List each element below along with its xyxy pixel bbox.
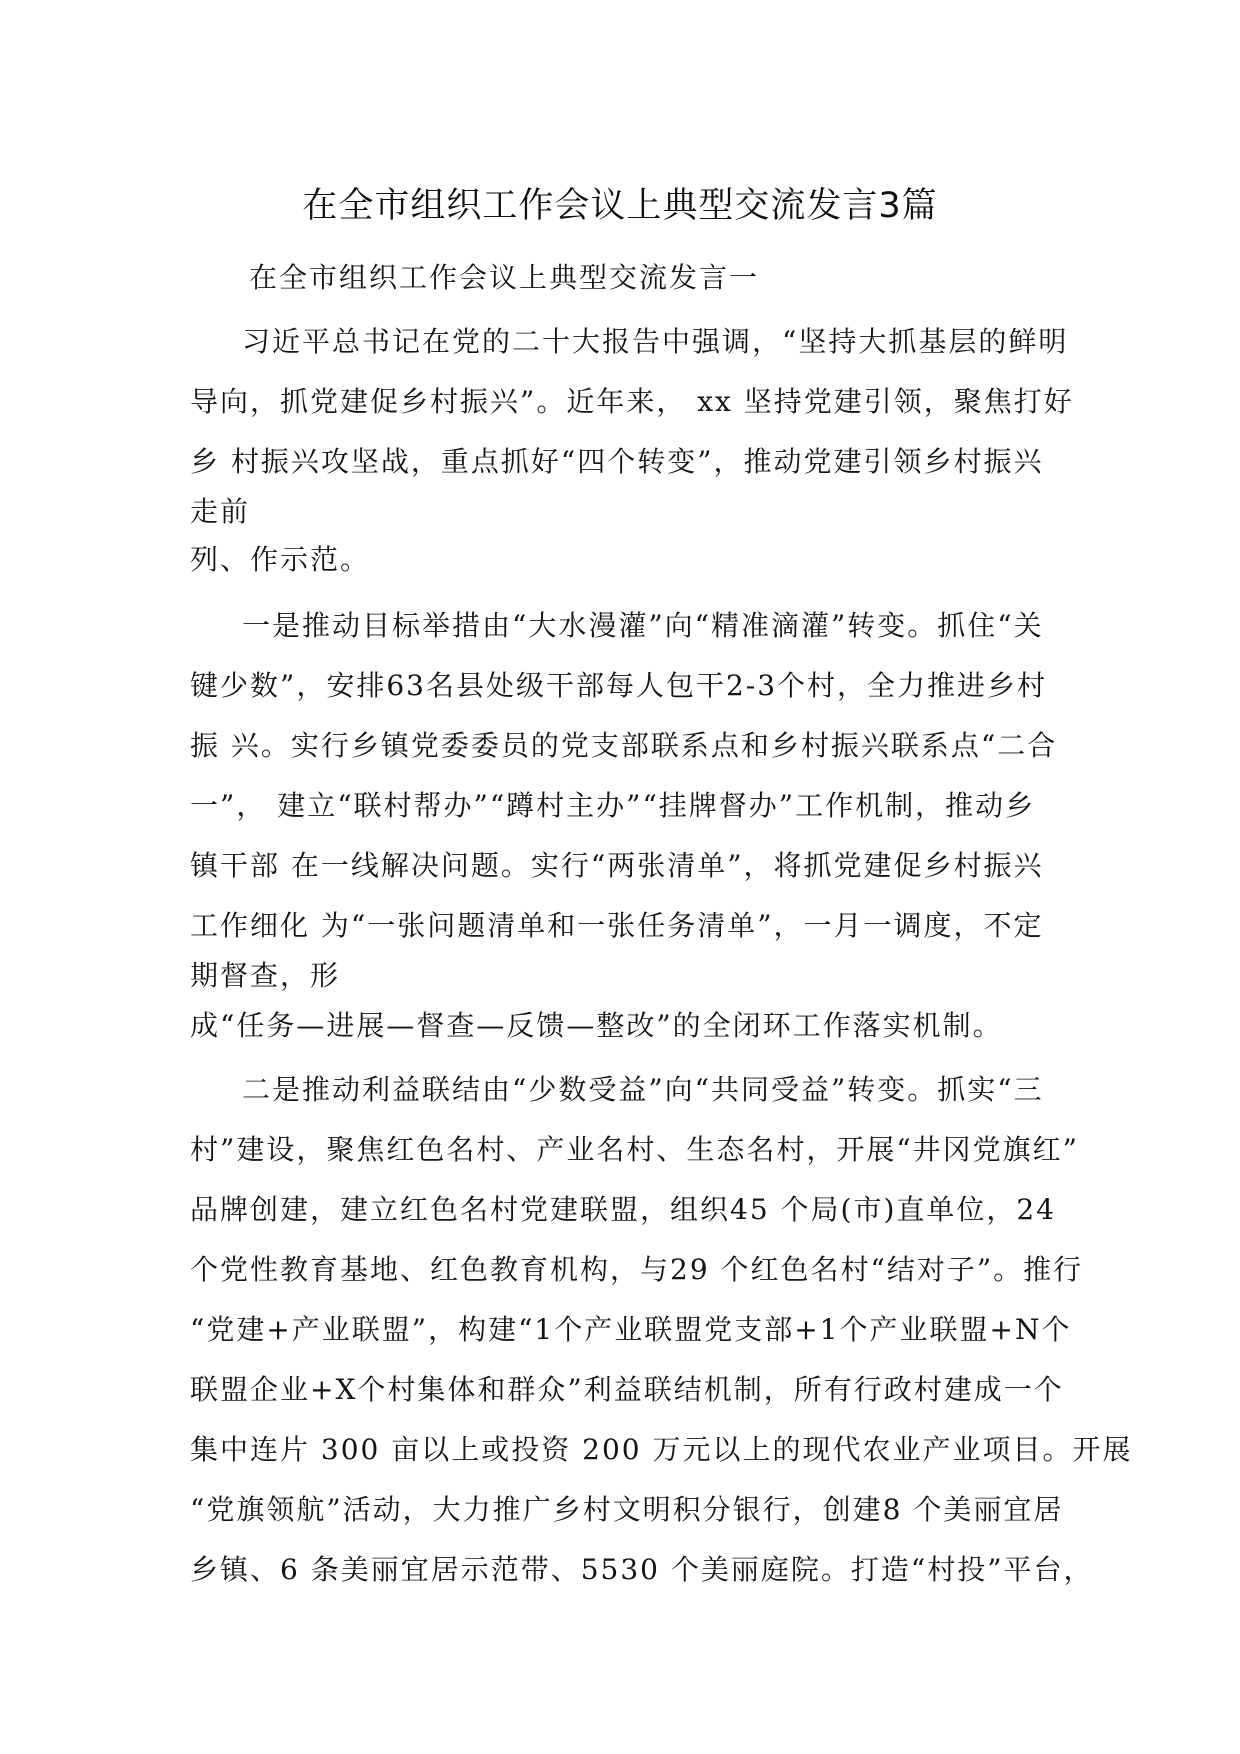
paragraph-2-line-8: 成“任务—进展—督查—反馈—整改”的全闭环工作落实机制。 bbox=[190, 1009, 1003, 1042]
paragraph-1-line-5: 列、作示范。 bbox=[190, 543, 371, 576]
paragraph-2-line-5: 镇干部 在一线解决问题。实行“两张清单”，将抓党建促乡村振兴 bbox=[190, 849, 1044, 882]
paragraph-3-line-4: 个党性教育基地、红色教育机构，与29 个红色名村“结对子”。推行 bbox=[190, 1253, 1084, 1286]
section-heading: 在全市组织工作会议上典型交流发言一 bbox=[249, 261, 760, 294]
document-title: 在全市组织工作会议上典型交流发言3篇 bbox=[302, 186, 938, 226]
paragraph-1-line-3: 乡 村振兴攻坚战，重点抓好“四个转变”，推动党建引领乡村振兴 bbox=[190, 445, 1044, 478]
paragraph-3-line-1: 二是推动利益联结由“少数受益”向“共同受益”转变。抓实“三 bbox=[242, 1073, 1044, 1106]
paragraph-3-line-8: “党旗领航”活动，大力推广乡村文明积分银行，创建8 个美丽宜居 bbox=[190, 1493, 1064, 1526]
paragraph-2-line-3: 振 兴。实行乡镇党委委员的党支部联系点和乡村振兴联系点“二合 bbox=[190, 729, 1058, 762]
paragraph-2-line-2: 键少数”，安排63名县处级干部每人包干2-3个村，全力推进乡村 bbox=[190, 669, 1048, 702]
paragraph-1-line-2: 导向，抓党建促乡村振兴”。近年来， xx 坚持党建引领，聚焦打好 bbox=[190, 385, 1074, 418]
paragraph-2-line-1: 一是推动目标举措由“大水漫灌”向“精准滴灌”转变。抓住“关 bbox=[242, 609, 1044, 642]
paragraph-3-line-7: 集中连片 300 亩以上或投资 200 万元以上的现代农业产业项目。开展 bbox=[190, 1433, 1133, 1466]
paragraph-1-line-1: 习近平总书记在党的二十大报告中强调，“坚持大抓基层的鲜明 bbox=[242, 325, 1069, 358]
paragraph-3-line-9: 乡镇、6 条美丽宜居示范带、5530 个美丽庭院。打造“村投”平台， bbox=[190, 1553, 1094, 1586]
paragraph-2-line-7: 期督查，形 bbox=[190, 959, 341, 992]
paragraph-3-line-2: 村”建设，聚焦红色名村、产业名村、生态名村，开展“井冈党旗红” bbox=[190, 1133, 1079, 1166]
paragraph-1-line-4: 走前 bbox=[190, 495, 251, 528]
paragraph-3-line-5: “党建+产业联盟”，构建“1个产业联盟党支部+1个产业联盟+N个 bbox=[190, 1313, 1072, 1346]
paragraph-3-line-6: 联盟企业+X个村集体和群众”利益联结机制，所有行政村建成一个 bbox=[190, 1373, 1064, 1406]
paragraph-2-line-4: 一”， 建立“联村帮办”“蹲村主办”“挂牌督办”工作机制，推动乡 bbox=[190, 789, 1036, 822]
paragraph-2-line-6: 工作细化 为“一张问题清单和一张任务清单”，一月一调度，不定 bbox=[190, 909, 1044, 942]
paragraph-3-line-3: 品牌创建，建立红色名村党建联盟，组织45 个局(市)直单位，24 bbox=[190, 1193, 1057, 1226]
